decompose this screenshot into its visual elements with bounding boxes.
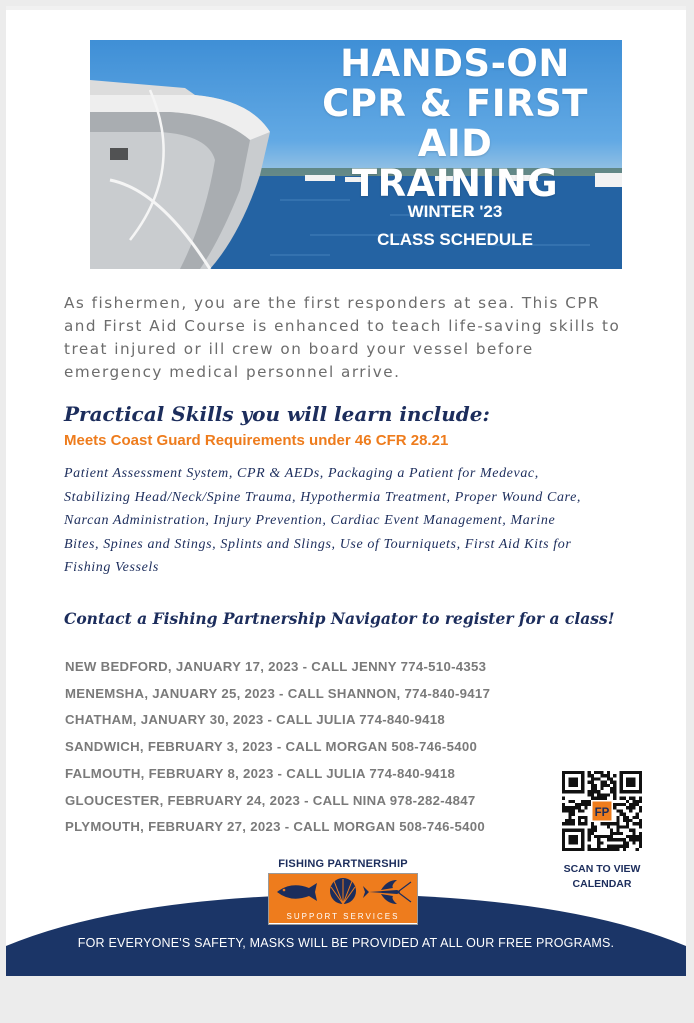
logo-title: FISHING PARTNERSHIP: [278, 858, 408, 870]
class-schedule-list: [65, 654, 490, 841]
class-schedule-item: NEW BEDFORD, JANUARY 17, 2023 - CALL JENNY 774-510-4353: [65, 659, 487, 674]
qr-code-graphic: [562, 771, 642, 851]
hero-title-line: TRAINING: [351, 162, 559, 205]
class-schedule-item: PLYMOUTH, FEBRUARY 27, 2023 - CALL MORGAN 508-746-5400: [65, 819, 486, 835]
qr-caption-line: SCAN TO VIEW: [563, 863, 641, 875]
class-schedule-item: CHATHAM, JANUARY 30, 2023 - CALL JULIA 774-840-9418: [65, 712, 446, 728]
footer-notice: FOR EVERYONE'S SAFETY, MASKS WILL BE PROVIDED AT ALL OUR FREE PROGRAMS.: [77, 936, 615, 950]
top-divider: [6, 6, 686, 10]
qr-center-label: FP: [594, 806, 610, 819]
fish-shellfish-lobster-icon: [269, 874, 417, 910]
coast-guard-requirement: Meets Coast Guard Requirements under 46 CFR 28.21: [64, 432, 449, 449]
skills-heading: Practical Skills you will learn include:: [64, 402, 490, 426]
class-schedule-item: SANDWICH, FEBRUARY 3, 2023 - CALL MORGAN 508-746-5400: [65, 739, 478, 755]
hero-subtitle-line: WINTER '23: [407, 202, 503, 221]
class-schedule-item: GLOUCESTER, FEBRUARY 24, 2023 - CALL NINA 978-282-4847: [65, 792, 476, 808]
hero-subtitle-line: CLASS SCHEDULE: [377, 230, 533, 249]
logo-subtitle: SUPPORT SERVICES: [269, 910, 417, 923]
qr-code[interactable]: [562, 771, 642, 851]
hero-subtitle: [290, 198, 620, 254]
contact-heading: Contact a Fishing Partnership Navigator to register for a class!: [64, 609, 615, 628]
hero-title: [290, 44, 620, 204]
skills-list: Patient Assessment System, CPR & AEDs, Packaging a Patient for Medevac, Stabilizing Head/Neck/Spine Trauma, Hypothermia Treatment, Proper Wound Care, Narcan Administration, Injury Prevention, Cardiac Event Management, Marine Bites, Spines and Stings, Splints and Slings, Use of Tourniquets, First Aid Kits for Fishing Vessels: [64, 466, 581, 575]
class-schedule-item: FALMOUTH, FEBRUARY 8, 2023 - CALL JULIA 774-840-9418: [65, 765, 456, 781]
fishing-partnership-logo: [268, 858, 418, 925]
intro-paragraph: As fishermen, you are the first responders at sea. This CPR and First Aid Course is enhanced to teach life-saving skills to treat injured or ill crew on board your vessel before emergency medical personnel arrive.: [64, 294, 621, 381]
qr-caption-line: CALENDAR: [572, 878, 632, 890]
flyer: [6, 6, 686, 976]
hero-banner: [90, 40, 622, 269]
class-schedule-item: MENEMSHA, JANUARY 25, 2023 - CALL SHANNON, 774-840-9417: [65, 685, 491, 701]
hero-title-line: CPR & FIRST AID: [322, 82, 588, 165]
logo-mark: [268, 873, 418, 925]
hero-title-line: HANDS-ON: [340, 42, 570, 85]
